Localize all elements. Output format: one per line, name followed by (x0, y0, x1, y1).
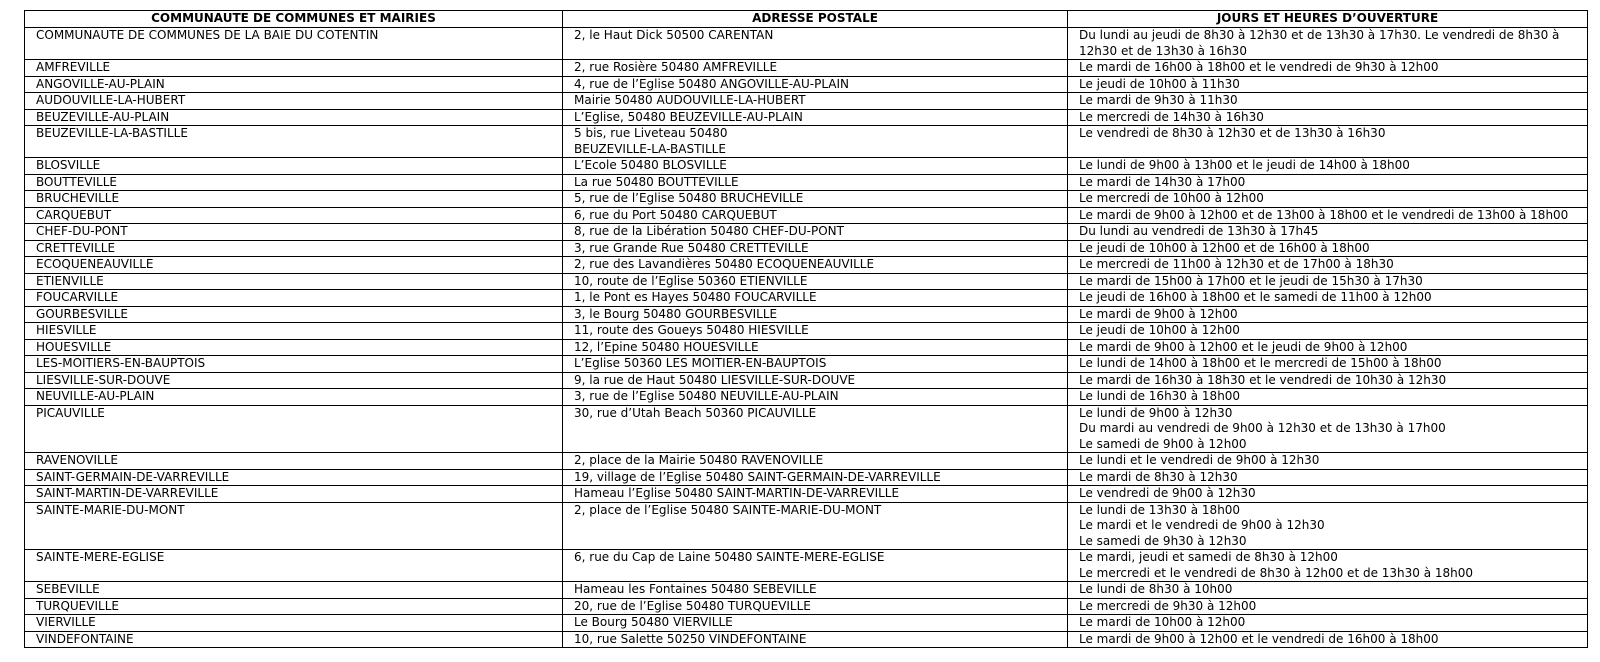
table-row (25, 356, 1588, 373)
address-cell: 2, rue Rosière 50480 AMFREVILLE (563, 60, 1068, 77)
opening-hours-cell: Le lundi de 9h00 à 12h30 Du mardi au vendredi de 9h00 à 12h30 et de 13h30 à 17h00 Le samedi de 9h00 à 12h00 (1068, 405, 1588, 453)
opening-hours-cell: Le mardi de 14h30 à 17h00 (1068, 174, 1588, 191)
commune-name-cell: CHEF-DU-PONT (25, 224, 563, 241)
address-cell: 3, rue de l’Eglise 50480 NEUVILLE-AU-PLAIN (563, 389, 1068, 406)
table-row (25, 323, 1588, 340)
table-body (25, 28, 1588, 648)
opening-hours-cell: Le mardi de 16h30 à 18h30 et le vendredi de 10h30 à 12h30 (1068, 372, 1588, 389)
opening-hours-cell: Du lundi au jeudi de 8h30 à 12h30 et de 13h30 à 17h30. Le vendredi de 8h30 à 12h30 et de 13h30 à 16h30 (1068, 28, 1588, 60)
table-row (25, 306, 1588, 323)
commune-name-cell: ANGOVILLE-AU-PLAIN (25, 76, 563, 93)
address-cell: Hameau les Fontaines 50480 SEBEVILLE (563, 582, 1068, 599)
commune-name-cell: SAINTE-MERE-EGLISE (25, 550, 563, 582)
header-adresse: ADRESSE POSTALE (563, 11, 1068, 28)
opening-hours-cell: Du lundi au vendredi de 13h30 à 17h45 (1068, 224, 1588, 241)
table-row (25, 174, 1588, 191)
opening-hours-cell: Le mardi de 9h00 à 12h00 et le jeudi de 9h00 à 12h00 (1068, 339, 1588, 356)
opening-hours-cell: Le lundi de 13h30 à 18h00 Le mardi et le vendredi de 9h00 à 12h30 Le samedi de 9h30 à 12h30 (1068, 502, 1588, 550)
address-cell: 9, la rue de Haut 50480 LIESVILLE-SUR-DOUVE (563, 372, 1068, 389)
table-row (25, 191, 1588, 208)
table-row (25, 158, 1588, 175)
address-cell: La rue 50480 BOUTTEVILLE (563, 174, 1068, 191)
address-cell: 10, rue Salette 50250 VINDEFONTAINE (563, 631, 1068, 648)
header-communes: COMMUNAUTE DE COMMUNES ET MAIRIES (25, 11, 563, 28)
address-cell: 20, rue de l’Eglise 50480 TURQUEVILLE (563, 598, 1068, 615)
table-row (25, 109, 1588, 126)
opening-hours-cell: Le mercredi de 9h30 à 12h00 (1068, 598, 1588, 615)
commune-name-cell: SAINT-GERMAIN-DE-VARREVILLE (25, 469, 563, 486)
commune-name-cell: BLOSVILLE (25, 158, 563, 175)
commune-name-cell: CRETTEVILLE (25, 240, 563, 257)
opening-hours-cell: Le mardi de 10h00 à 12h00 (1068, 615, 1588, 632)
commune-name-cell: LES-MOITIERS-EN-BAUPTOIS (25, 356, 563, 373)
address-cell: 3, rue Grande Rue 50480 CRETTEVILLE (563, 240, 1068, 257)
address-cell: 5, rue de l’Eglise 50480 BRUCHEVILLE (563, 191, 1068, 208)
commune-name-cell: AMFREVILLE (25, 60, 563, 77)
opening-hours-cell: Le jeudi de 10h00 à 11h30 (1068, 76, 1588, 93)
address-cell: 5 bis, rue Liveteau 50480 BEUZEVILLE-LA-BASTILLE (563, 126, 1068, 158)
opening-hours-cell: Le mercredi de 10h00 à 12h00 (1068, 191, 1588, 208)
table-row (25, 28, 1588, 60)
commune-name-cell: RAVENOVILLE (25, 453, 563, 470)
commune-name-cell: ECOQUENEAUVILLE (25, 257, 563, 274)
address-cell: 6, rue du Cap de Laine 50480 SAINTE-MERE-EGLISE (563, 550, 1068, 582)
table-row (25, 257, 1588, 274)
opening-hours-cell: Le mardi de 9h30 à 11h30 (1068, 93, 1588, 110)
table-row (25, 389, 1588, 406)
address-cell: 6, rue du Port 50480 CARQUEBUT (563, 207, 1068, 224)
commune-name-cell: VIERVILLE (25, 615, 563, 632)
commune-name-cell: CARQUEBUT (25, 207, 563, 224)
table-row (25, 273, 1588, 290)
address-cell: 2, rue des Lavandières 50480 ECOQUENEAUVILLE (563, 257, 1068, 274)
commune-name-cell: HIESVILLE (25, 323, 563, 340)
opening-hours-cell: Le mardi, jeudi et samedi de 8h30 à 12h00 Le mercredi et le vendredi de 8h30 à 12h00 et de 13h30 à 18h00 (1068, 550, 1588, 582)
table-row (25, 76, 1588, 93)
address-cell: 12, l’Epine 50480 HOUESVILLE (563, 339, 1068, 356)
commune-name-cell: SAINT-MARTIN-DE-VARREVILLE (25, 486, 563, 503)
header-horaires: JOURS ET HEURES D’OUVERTURE (1068, 11, 1588, 28)
opening-hours-cell: Le mardi de 9h00 à 12h00 et de 13h00 à 18h00 et le vendredi de 13h00 à 18h00 (1068, 207, 1588, 224)
address-cell: 30, rue d’Utah Beach 50360 PICAUVILLE (563, 405, 1068, 453)
header-row (25, 11, 1588, 28)
address-cell: 2, place de la Mairie 50480 RAVENOVILLE (563, 453, 1068, 470)
table-row (25, 486, 1588, 503)
address-cell: L’Ecole 50480 BLOSVILLE (563, 158, 1068, 175)
opening-hours-cell: Le mardi de 9h00 à 12h00 (1068, 306, 1588, 323)
commune-name-cell: VINDEFONTAINE (25, 631, 563, 648)
table-row (25, 126, 1588, 158)
address-cell: 2, le Haut Dick 50500 CARENTAN (563, 28, 1068, 60)
commune-name-cell: HOUESVILLE (25, 339, 563, 356)
table-row (25, 582, 1588, 599)
table-row (25, 93, 1588, 110)
opening-hours-cell: Le jeudi de 16h00 à 18h00 et le samedi de 11h00 à 12h00 (1068, 290, 1588, 307)
address-cell: 10, route de l’Eglise 50360 ETIENVILLE (563, 273, 1068, 290)
commune-name-cell: SEBEVILLE (25, 582, 563, 599)
address-cell: L’Eglise 50360 LES MOITIER-EN-BAUPTOIS (563, 356, 1068, 373)
address-cell: 19, village de l’Eglise 50480 SAINT-GERMAIN-DE-VARREVILLE (563, 469, 1068, 486)
table-row (25, 550, 1588, 582)
address-cell: Mairie 50480 AUDOUVILLE-LA-HUBERT (563, 93, 1068, 110)
opening-hours-cell: Le mercredi de 11h00 à 12h30 et de 17h00 à 18h30 (1068, 257, 1588, 274)
address-cell: 3, le Bourg 50480 GOURBESVILLE (563, 306, 1068, 323)
commune-name-cell: GOURBESVILLE (25, 306, 563, 323)
table-header (25, 11, 1588, 28)
opening-hours-cell: Le mardi de 8h30 à 12h30 (1068, 469, 1588, 486)
commune-name-cell: COMMUNAUTE DE COMMUNES DE LA BAIE DU COTENTIN (25, 28, 563, 60)
commune-name-cell: ETIENVILLE (25, 273, 563, 290)
table-row (25, 372, 1588, 389)
address-cell: L’Eglise, 50480 BEUZEVILLE-AU-PLAIN (563, 109, 1068, 126)
address-cell: 11, route des Goueys 50480 HIESVILLE (563, 323, 1068, 340)
table-row (25, 631, 1588, 648)
table-row (25, 405, 1588, 453)
opening-hours-cell: Le lundi de 14h00 à 18h00 et le mercredi de 15h00 à 18h00 (1068, 356, 1588, 373)
table-row (25, 207, 1588, 224)
opening-hours-cell: Le lundi de 9h00 à 13h00 et le jeudi de 14h00 à 18h00 (1068, 158, 1588, 175)
commune-name-cell: NEUVILLE-AU-PLAIN (25, 389, 563, 406)
table-row (25, 60, 1588, 77)
address-cell: Hameau l’Eglise 50480 SAINT-MARTIN-DE-VARREVILLE (563, 486, 1068, 503)
mairies-table (24, 10, 1588, 648)
commune-name-cell: PICAUVILLE (25, 405, 563, 453)
address-cell: 4, rue de l’Eglise 50480 ANGOVILLE-AU-PLAIN (563, 76, 1068, 93)
opening-hours-cell: Le jeudi de 10h00 à 12h00 (1068, 323, 1588, 340)
opening-hours-cell: Le lundi de 16h30 à 18h00 (1068, 389, 1588, 406)
opening-hours-cell: Le mardi de 15h00 à 17h00 et le jeudi de 15h30 à 17h30 (1068, 273, 1588, 290)
commune-name-cell: FOUCARVILLE (25, 290, 563, 307)
commune-name-cell: LIESVILLE-SUR-DOUVE (25, 372, 563, 389)
table-row (25, 615, 1588, 632)
opening-hours-cell: Le mardi de 16h00 à 18h00 et le vendredi de 9h30 à 12h00 (1068, 60, 1588, 77)
table-row (25, 240, 1588, 257)
table-row (25, 224, 1588, 241)
table-row (25, 469, 1588, 486)
address-cell: 1, le Pont es Hayes 50480 FOUCARVILLE (563, 290, 1068, 307)
opening-hours-cell: Le mercredi de 14h30 à 16h30 (1068, 109, 1588, 126)
opening-hours-cell: Le lundi de 8h30 à 10h00 (1068, 582, 1588, 599)
opening-hours-cell: Le vendredi de 9h00 à 12h30 (1068, 486, 1588, 503)
commune-name-cell: BEUZEVILLE-LA-BASTILLE (25, 126, 563, 158)
address-cell: 8, rue de la Libération 50480 CHEF-DU-PONT (563, 224, 1068, 241)
commune-name-cell: BOUTTEVILLE (25, 174, 563, 191)
commune-name-cell: TURQUEVILLE (25, 598, 563, 615)
table-row (25, 453, 1588, 470)
opening-hours-cell: Le lundi et le vendredi de 9h00 à 12h30 (1068, 453, 1588, 470)
commune-name-cell: BEUZEVILLE-AU-PLAIN (25, 109, 563, 126)
table-row (25, 598, 1588, 615)
table-row (25, 502, 1588, 550)
table-row (25, 339, 1588, 356)
opening-hours-cell: Le jeudi de 10h00 à 12h00 et de 16h00 à 18h00 (1068, 240, 1588, 257)
opening-hours-cell: Le mardi de 9h00 à 12h00 et le vendredi de 16h00 à 18h00 (1068, 631, 1588, 648)
commune-name-cell: BRUCHEVILLE (25, 191, 563, 208)
opening-hours-cell: Le vendredi de 8h30 à 12h30 et de 13h30 à 16h30 (1068, 126, 1588, 158)
commune-name-cell: SAINTE-MARIE-DU-MONT (25, 502, 563, 550)
table-row (25, 290, 1588, 307)
commune-name-cell: AUDOUVILLE-LA-HUBERT (25, 93, 563, 110)
address-cell: Le Bourg 50480 VIERVILLE (563, 615, 1068, 632)
address-cell: 2, place de l’Eglise 50480 SAINTE-MARIE-DU-MONT (563, 502, 1068, 550)
